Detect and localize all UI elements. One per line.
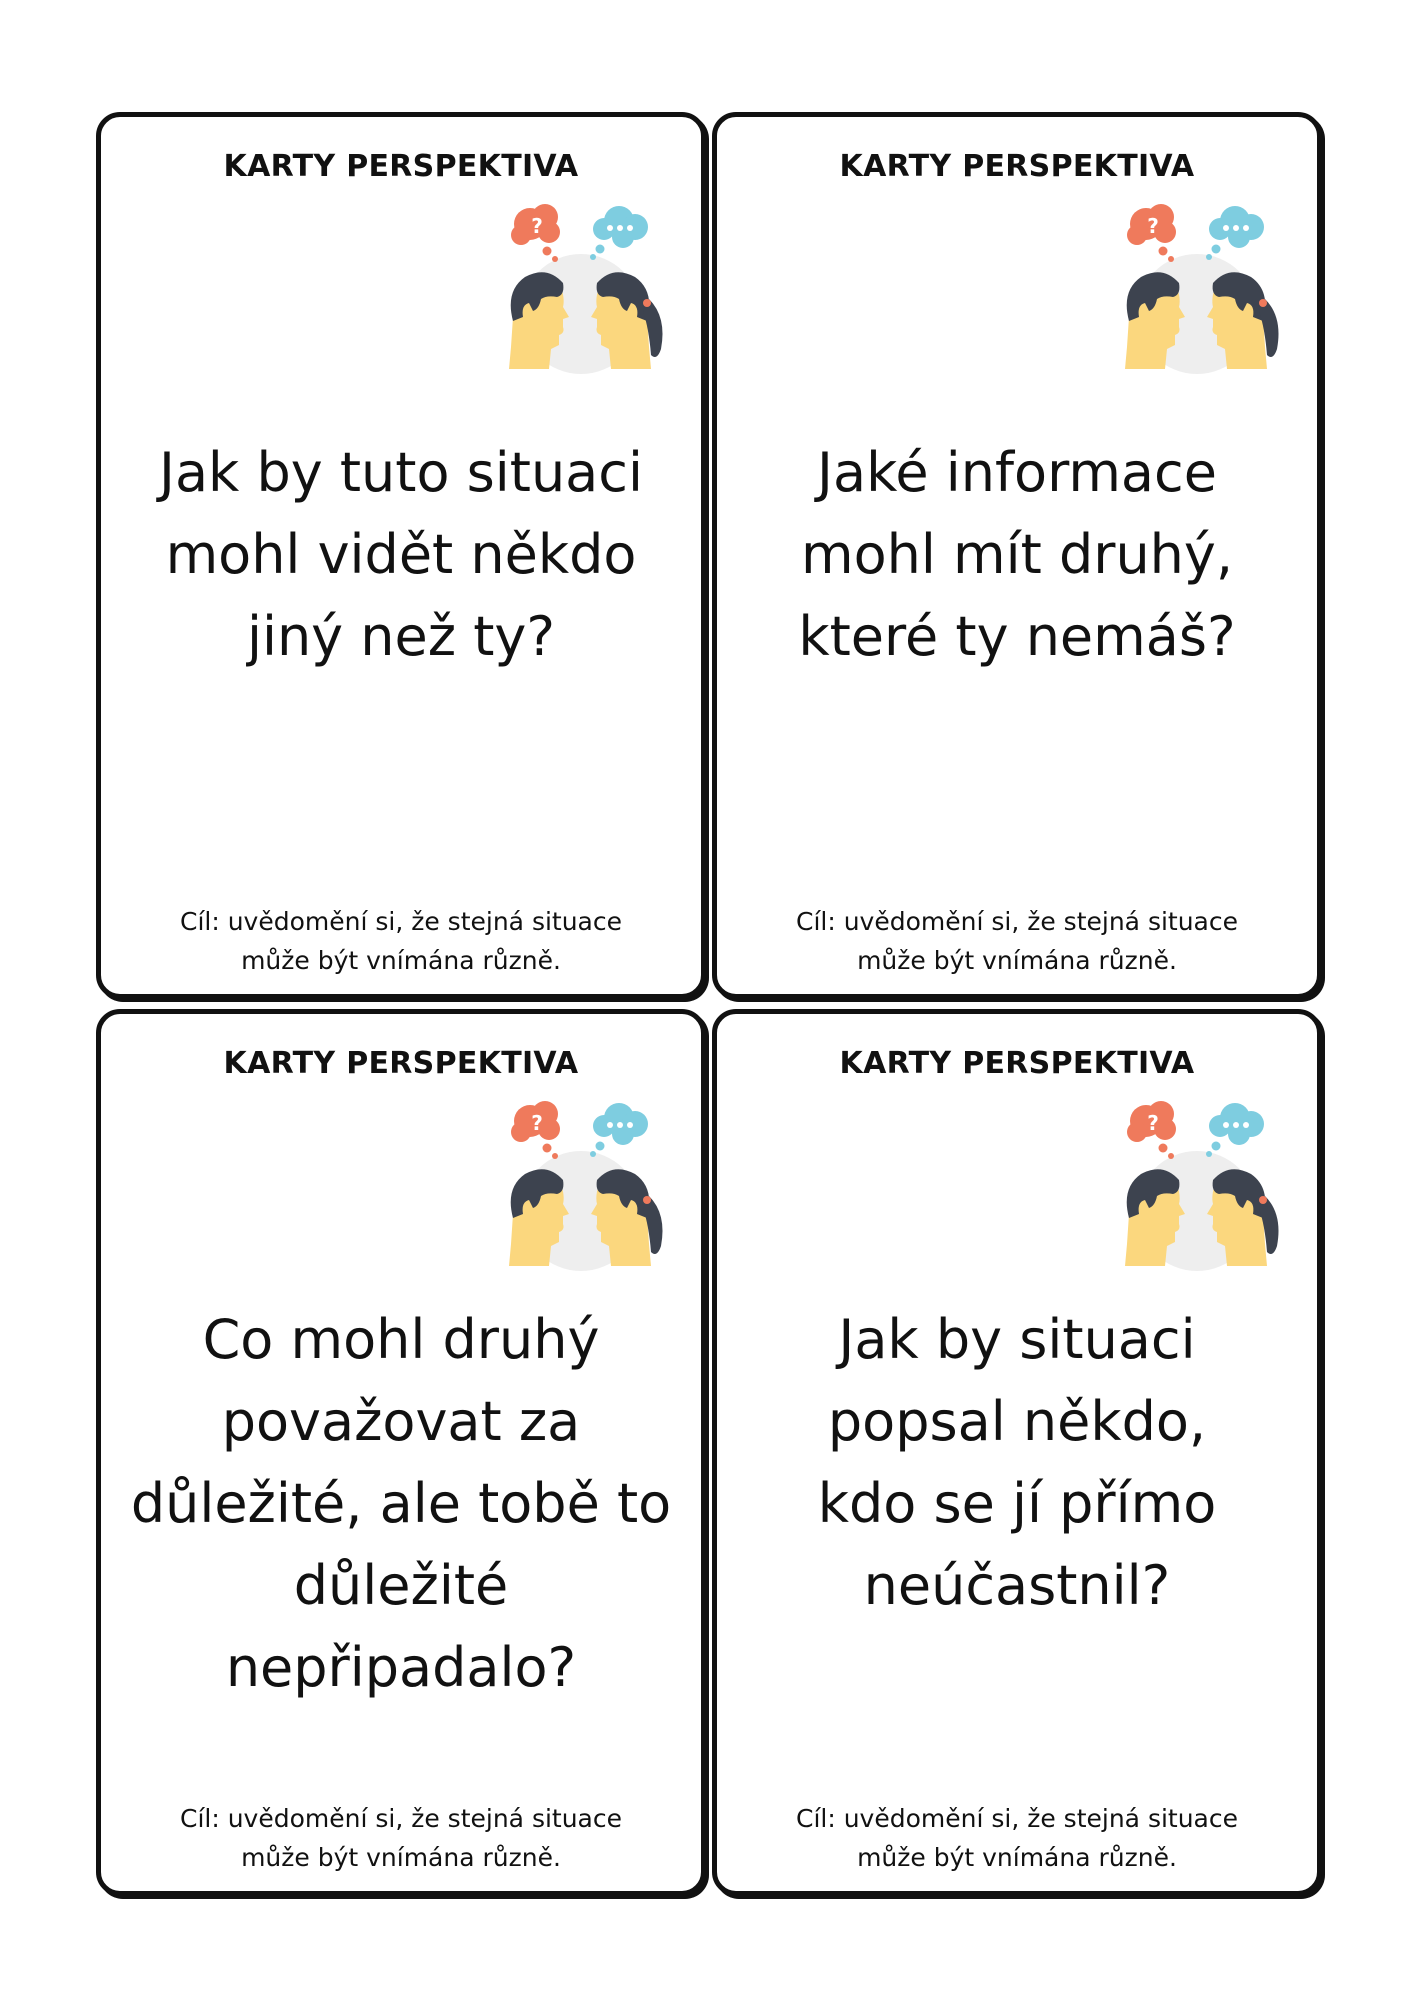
card-header: KARTY PERSPEKTIVA	[223, 1046, 579, 1081]
card-goal: Cíl: uvědomění si, že stejná situace může být vnímána různě.	[179, 907, 623, 975]
card-goal: Cíl: uvědomění si, že stejná situace může být vnímána různě.	[795, 907, 1239, 975]
card-header: KARTY PERSPEKTIVA	[223, 149, 579, 184]
perspective-card	[712, 112, 1322, 999]
card-header: KARTY PERSPEKTIVA	[839, 149, 1195, 184]
perspective-card	[712, 1009, 1322, 1896]
two-heads-thinking-icon	[499, 1096, 669, 1276]
perspective-card	[96, 1009, 706, 1896]
svg-text:?: ?	[531, 1111, 543, 1135]
card-header: KARTY PERSPEKTIVA	[839, 1046, 1195, 1081]
two-heads-thinking-icon	[1115, 1096, 1285, 1276]
card-goal: Cíl: uvědomění si, že stejná situace může být vnímána různě.	[795, 1804, 1239, 1872]
svg-text:?: ?	[1147, 214, 1159, 238]
card-goal: Cíl: uvědomění si, že stejná situace může být vnímána různě.	[179, 1804, 623, 1872]
card-question: Jaké informace mohl mít druhý, které ty nemáš?	[798, 441, 1236, 668]
card-question: Co mohl druhý považovat za důležité, ale tobě to důležité nepřipadalo?	[130, 1308, 672, 1699]
svg-text:?: ?	[1147, 1111, 1159, 1135]
card-question: Jak by situaci popsal někdo, kdo se jí přímo neúčastnil?	[817, 1308, 1217, 1617]
perspective-card	[96, 112, 706, 999]
two-heads-thinking-icon	[499, 199, 669, 379]
svg-text:?: ?	[531, 214, 543, 238]
card-question: Jak by tuto situaci mohl vidět někdo jiný než ty?	[159, 441, 643, 668]
two-heads-thinking-icon	[1115, 199, 1285, 379]
